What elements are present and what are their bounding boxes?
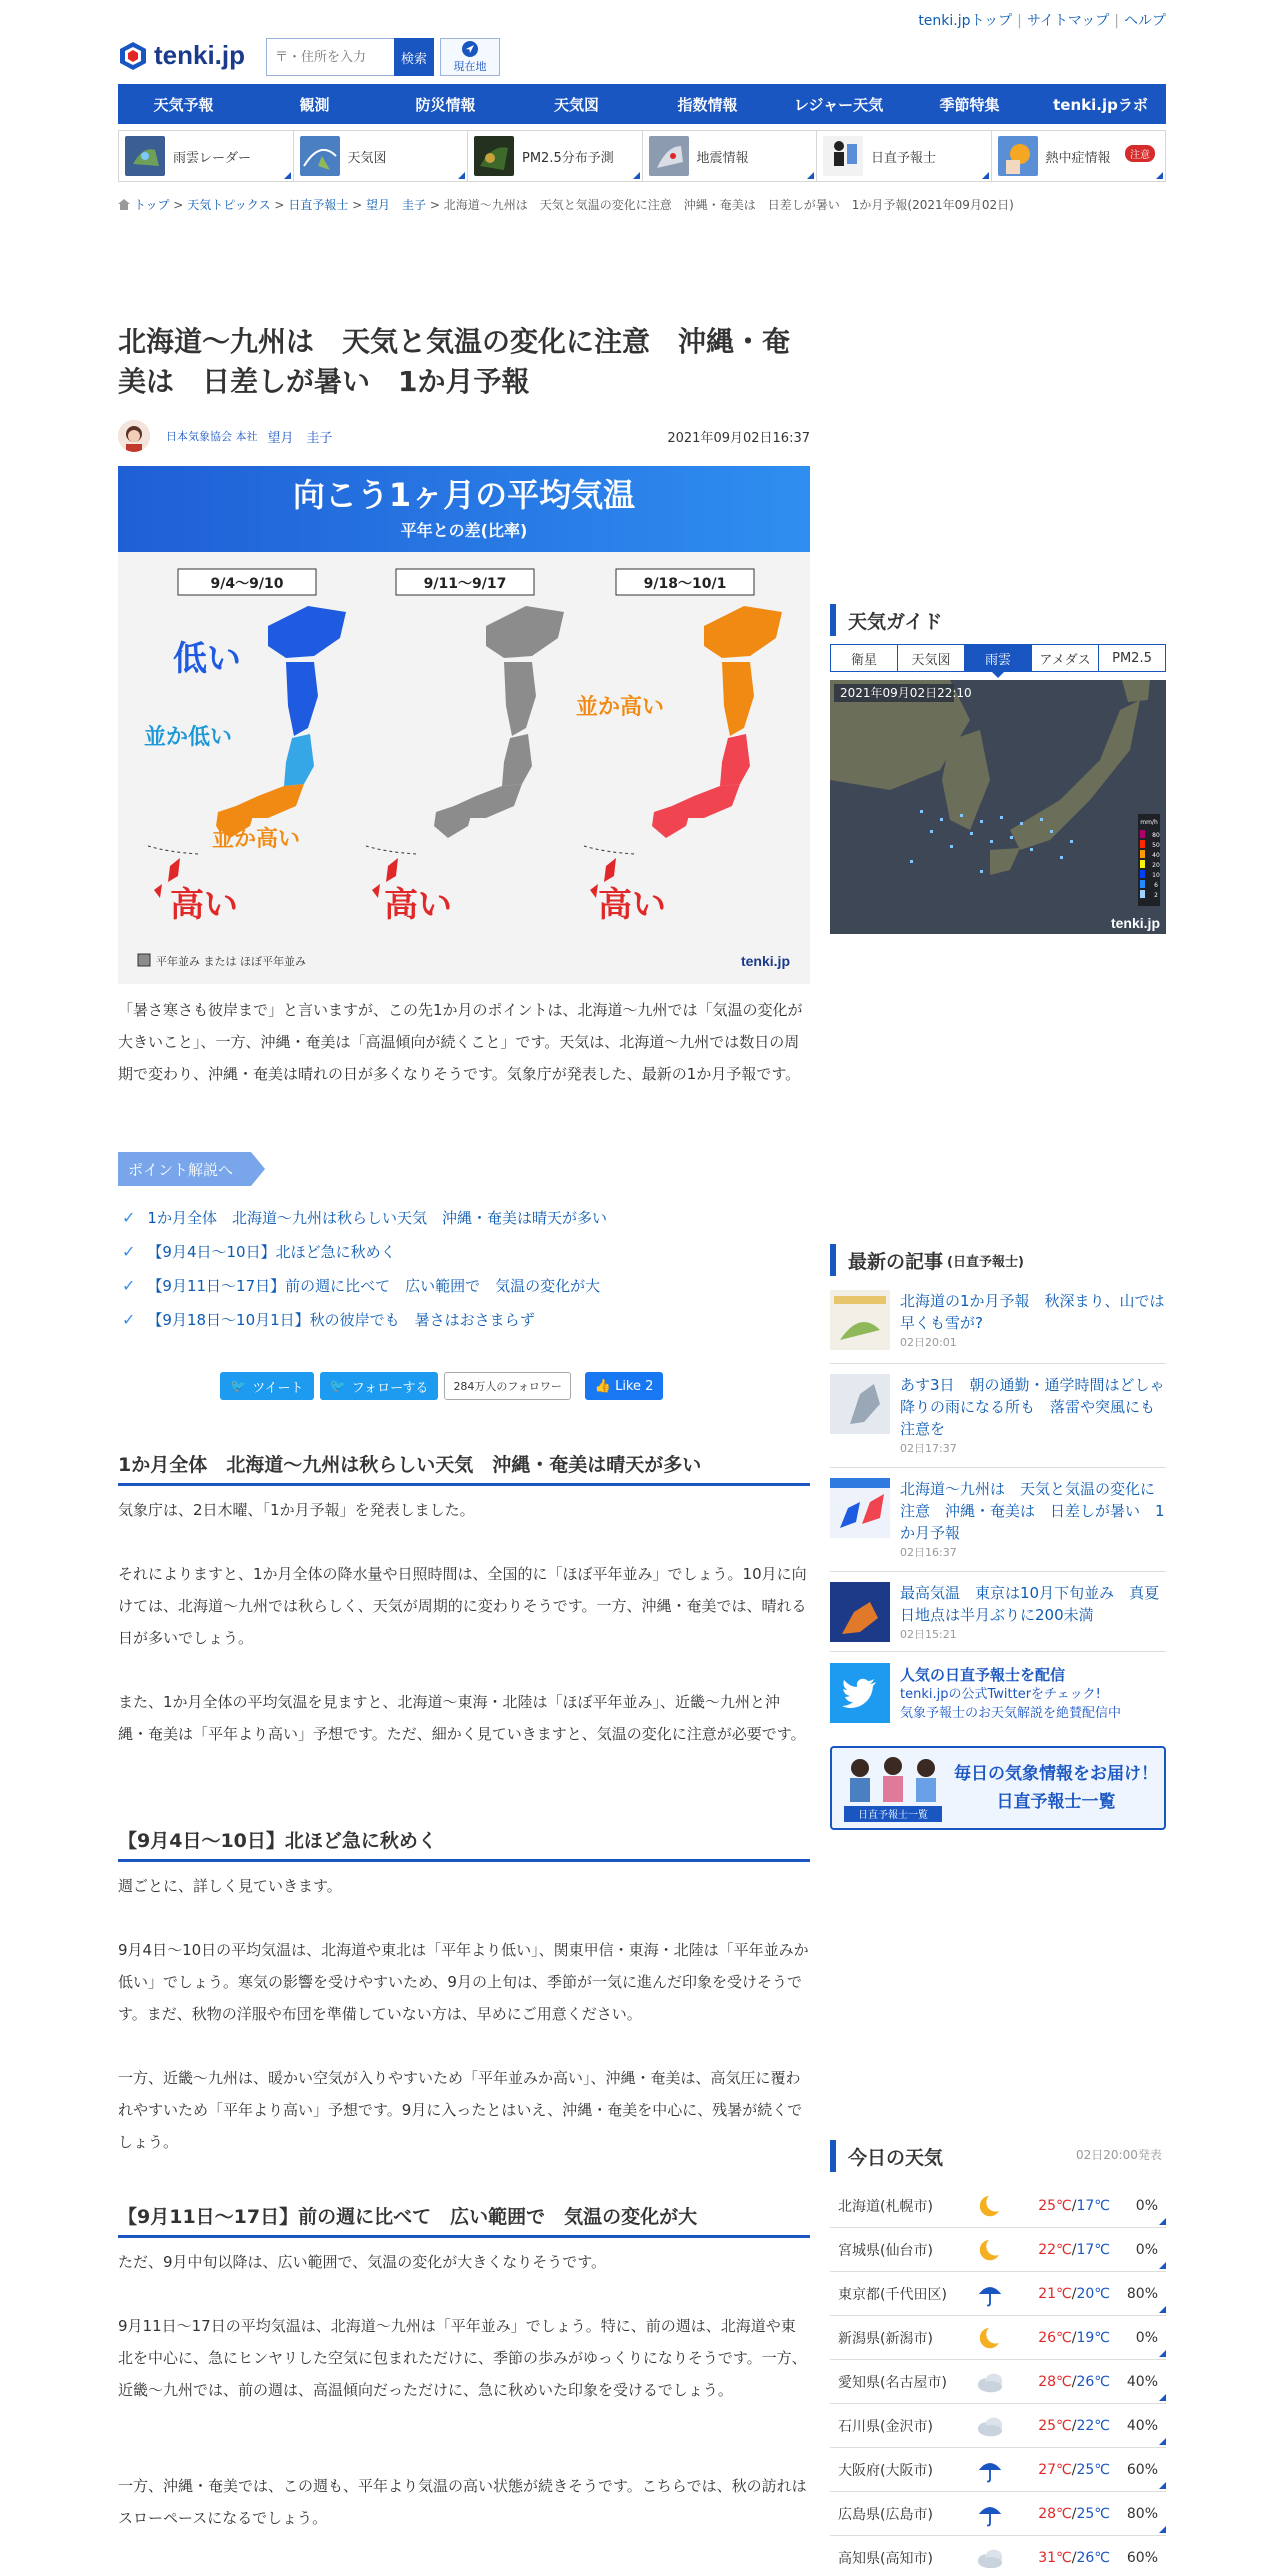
forecasters-illustration bbox=[838, 1750, 948, 1826]
point-item[interactable] bbox=[118, 1302, 810, 1336]
temperature bbox=[1010, 2198, 1110, 2214]
cloud-icon bbox=[970, 2411, 1010, 2441]
precip-probability: 0% bbox=[1135, 2241, 1158, 2258]
today-weather-timestamp: 02日20:00発表 bbox=[1076, 2148, 1162, 2162]
section-heading: 【9月4日～10日】北ほど急に秋めく bbox=[118, 1820, 810, 1862]
prefecture-name: 石川県(金沢市) bbox=[838, 2418, 933, 2435]
breadcrumb-sep: > bbox=[352, 198, 363, 212]
section-paragraph: 週ごとに、詳しく見ていきます。 bbox=[118, 1877, 342, 1895]
article-time: 02日15:21 bbox=[900, 1628, 957, 1641]
low-temp: 26℃ bbox=[1076, 2373, 1110, 2390]
breadcrumb-sep: > bbox=[173, 198, 184, 212]
corner-marker bbox=[1156, 172, 1163, 179]
radar-brand: tenki.jp bbox=[1110, 915, 1160, 931]
corner-marker bbox=[1159, 2526, 1166, 2533]
temperature bbox=[1010, 2550, 1110, 2566]
latest-articles-heading bbox=[830, 1244, 1166, 1276]
corner-marker bbox=[982, 172, 989, 179]
high-temp: 26℃ bbox=[1038, 2329, 1072, 2346]
search-button[interactable]: 検索 bbox=[394, 38, 434, 76]
check-icon: ✓ bbox=[122, 1207, 136, 1227]
low-temp: 17℃ bbox=[1076, 2241, 1110, 2258]
author-name[interactable]: 望月 圭子 bbox=[267, 430, 333, 446]
prefecture-name: 宮城県(仙台市) bbox=[838, 2242, 933, 2259]
section-paragraph: それによりますと、1か月全体の降水量や日照時間は、全国的に「ほぼ平年並み」でしょう。10月に向けては、北海道～九州では秋らしく、天気が周期的に変わりそうです。一方、沖縄・奄美では、晴れる日が多いでしょう。 bbox=[118, 1565, 807, 1647]
umbrella-icon bbox=[970, 2499, 1010, 2529]
nav-leisure[interactable]: レジャー天気 bbox=[793, 95, 884, 114]
quick-pm25[interactable] bbox=[468, 131, 643, 181]
quick-weather-map[interactable] bbox=[294, 131, 469, 181]
check-icon: ✓ bbox=[122, 1241, 136, 1261]
moon-icon bbox=[970, 2191, 1010, 2221]
weather-row[interactable] bbox=[830, 2492, 1166, 2536]
breadcrumb-top[interactable]: トップ bbox=[133, 198, 170, 212]
image-heading: 向こう1ヶ月の平均気温 bbox=[292, 476, 636, 514]
top-links bbox=[918, 10, 1166, 30]
moon-icon bbox=[970, 2323, 1010, 2353]
prefecture-name: 東京都(千代田区) bbox=[838, 2286, 947, 2303]
prefecture-name: 北海道(札幌市) bbox=[838, 2198, 933, 2215]
logo-icon bbox=[118, 41, 148, 71]
nav-forecast[interactable]: 天気予報 bbox=[153, 95, 214, 114]
weather-row[interactable] bbox=[830, 2316, 1166, 2360]
twitter-bird-icon: 🐦 bbox=[329, 1378, 346, 1394]
high-temp: 28℃ bbox=[1038, 2373, 1072, 2390]
tab-satellite[interactable]: 衛星 bbox=[830, 644, 897, 672]
banner-line1: 毎日の気象情報をお届け！ bbox=[954, 1764, 1158, 1784]
logo-text: tenki.jp bbox=[154, 40, 246, 70]
temp-separator: / bbox=[1071, 2329, 1077, 2346]
corner-marker bbox=[633, 172, 640, 179]
article-thumbnail bbox=[830, 1582, 890, 1642]
cloud-icon bbox=[970, 2367, 1010, 2397]
thumbs-up-icon: 👍 bbox=[594, 1378, 612, 1394]
prefecture-name: 大阪府(大阪市) bbox=[838, 2462, 933, 2479]
caution-badge: 注意 bbox=[1125, 145, 1155, 162]
quick-earthquake[interactable] bbox=[643, 131, 818, 181]
article-time: 02日17:37 bbox=[900, 1442, 957, 1455]
search-input[interactable] bbox=[266, 38, 394, 76]
legend-text: 平年並み または ほぼ平年並み bbox=[156, 955, 306, 968]
point-guide-label: ポイント解説へ bbox=[118, 1152, 251, 1186]
weather-row[interactable] bbox=[830, 2360, 1166, 2404]
article-thumbnail bbox=[830, 1478, 890, 1538]
quick-heatstroke[interactable] bbox=[992, 131, 1166, 181]
point-text: 1か月全体 北海道～九州は秋らしい天気 沖縄・奄美は晴天が多い bbox=[147, 1208, 607, 1227]
temp-separator: / bbox=[1071, 2241, 1077, 2258]
latest-title: 最新の記事 bbox=[848, 1250, 944, 1273]
precip-probability: 60% bbox=[1126, 2461, 1158, 2478]
weather-row[interactable] bbox=[830, 2272, 1166, 2316]
radar-timestamp: 2021年09月02日22:10 bbox=[840, 686, 972, 700]
latest-article-item[interactable] bbox=[830, 1374, 1166, 1468]
nav-index[interactable]: 指数情報 bbox=[677, 95, 738, 114]
image-subheading: 平年との差(比率) bbox=[400, 521, 528, 540]
pm25-thumb-icon bbox=[474, 136, 514, 176]
precip-probability: 40% bbox=[1126, 2373, 1158, 2390]
section-heading: 【9月11日～17日】前の週に比べて 広い範囲で 気温の変化が大 bbox=[118, 2196, 810, 2238]
corner-marker bbox=[1159, 2262, 1166, 2269]
nav-labo[interactable]: tenki.jpラボ bbox=[1053, 95, 1148, 114]
search-bar bbox=[266, 38, 500, 76]
radar-legend-unit: mm/h bbox=[1140, 819, 1158, 826]
location-arrow-icon bbox=[461, 40, 479, 58]
today-weather-table bbox=[830, 2184, 1166, 2568]
legend-swatch bbox=[138, 954, 150, 966]
section-paragraph: 一方、沖縄・奄美では、この週も、平年より気温の高い状態が続きそうです。こちらでは、秋の訪れはスローペースになるでしょう。 bbox=[118, 2477, 807, 2527]
temperature bbox=[1010, 2374, 1110, 2390]
article-thumbnail bbox=[830, 1374, 890, 1434]
radar-legend-value: 80 bbox=[1152, 832, 1160, 839]
low-temp: 19℃ bbox=[1076, 2329, 1110, 2346]
temp-separator: / bbox=[1071, 2505, 1077, 2522]
follower-count: 284万人のフォロワー bbox=[444, 1372, 570, 1400]
precip-probability: 0% bbox=[1135, 2197, 1158, 2214]
temp-separator: / bbox=[1071, 2461, 1077, 2478]
umbrella-icon bbox=[970, 2279, 1010, 2309]
quick-label: PM2.5分布予測 bbox=[522, 150, 614, 166]
temp-separator: / bbox=[1071, 2417, 1077, 2434]
quick-links bbox=[118, 130, 1166, 182]
point-item[interactable] bbox=[118, 1200, 810, 1234]
umbrella-icon bbox=[970, 2455, 1010, 2485]
quick-label: 日直予報士 bbox=[871, 150, 937, 166]
prefecture-name: 新潟県(新潟市) bbox=[838, 2330, 933, 2347]
high-temp: 25℃ bbox=[1038, 2417, 1072, 2434]
latest-article-item[interactable] bbox=[830, 1478, 1166, 1572]
temp-separator: / bbox=[1071, 2285, 1077, 2302]
article-title: 北海道～九州は 天気と気温の変化に注意 沖縄・奄美は 日差しが暑い 1か月予報 bbox=[118, 325, 791, 398]
point-text: 【9月18日～10月1日】秋の彼岸でも 暑さはおさまらず bbox=[147, 1310, 535, 1329]
nav-weather-map[interactable]: 天気図 bbox=[553, 95, 599, 114]
breadcrumb bbox=[118, 196, 1014, 213]
today-weather-heading: 今日の天気 bbox=[830, 2140, 1166, 2172]
tweet-button[interactable] bbox=[220, 1372, 314, 1400]
follow-button[interactable] bbox=[320, 1372, 439, 1400]
banner-people-label: 日直予報士一覧 bbox=[858, 1810, 928, 1821]
radar-legend-value: 40 bbox=[1152, 852, 1160, 859]
weather-row[interactable] bbox=[830, 2448, 1166, 2492]
period-label: 9/11～9/17 bbox=[423, 576, 507, 592]
current-location-button[interactable] bbox=[440, 38, 500, 76]
prefecture-name: 愛知県(名古屋市) bbox=[838, 2374, 947, 2391]
label-high: 高い bbox=[384, 885, 452, 925]
quick-forecaster[interactable] bbox=[817, 131, 992, 181]
quick-label: 天気図 bbox=[347, 150, 387, 166]
site-logo[interactable] bbox=[118, 40, 245, 71]
prefecture-name: 広島県(広島市) bbox=[838, 2506, 933, 2523]
weather-row[interactable] bbox=[830, 2184, 1166, 2228]
label-normal-or-low: 並か低い bbox=[144, 725, 233, 750]
high-temp: 28℃ bbox=[1038, 2505, 1072, 2522]
check-icon: ✓ bbox=[122, 1275, 136, 1295]
author-organization: 日本気象協会 本社 bbox=[166, 430, 258, 443]
article-time: 02日20:01 bbox=[900, 1336, 957, 1349]
forecaster-list-banner[interactable] bbox=[830, 1746, 1166, 1830]
label-high: 高い bbox=[598, 885, 666, 925]
tab-pm25[interactable]: PM2.5 bbox=[1098, 644, 1166, 672]
section-paragraph: 気象庁は、2日木曜、「1か月予報」を発表しました。 bbox=[118, 1501, 475, 1519]
label-normal-or-high: 並か高い bbox=[212, 827, 301, 852]
radar-legend-value: 20 bbox=[1152, 862, 1160, 869]
point-item[interactable] bbox=[118, 1234, 810, 1268]
section-paragraph: 9月11日～17日の平均気温は、北海道～九州は「平年並み」でしょう。特に、前の週は、北海道や東北を中心に、急にヒンヤリした空気に包まれただけに、季節の歩みがゆっくりになりそうです。一方、近畿～九州では、前の週は、高温傾向だっただけに、急に秋めいた印象を受けるでしょう。 bbox=[118, 2317, 807, 2399]
home-icon bbox=[118, 199, 130, 210]
twitter-promo-line2: 気象予報士のお天気解説を絶賛配信中 bbox=[900, 1705, 1122, 1721]
quick-label: 雨雲レーダー bbox=[173, 150, 252, 166]
article-time: 02日16:37 bbox=[900, 1546, 957, 1559]
temperature bbox=[1010, 2330, 1110, 2346]
breadcrumb-topics[interactable]: 天気トピックス bbox=[187, 198, 271, 212]
point-item[interactable] bbox=[118, 1268, 810, 1302]
precip-probability: 60% bbox=[1126, 2549, 1158, 2566]
breadcrumb-current: 北海道～九州は 天気と気温の変化に注意 沖縄・奄美は 日差しが暑い 1か月予報(2021年09月02日) bbox=[443, 198, 1014, 212]
radar-legend-value: 2 bbox=[1154, 892, 1158, 899]
weather-row[interactable] bbox=[830, 2404, 1166, 2448]
author-avatar-icon bbox=[118, 420, 150, 452]
heatstroke-thumb-icon bbox=[998, 136, 1038, 176]
link-sitemap[interactable]: サイトマップ bbox=[1026, 13, 1110, 29]
cloud-icon bbox=[970, 2543, 1010, 2568]
corner-marker bbox=[458, 172, 465, 179]
twitter-promo-title: 人気の日直予報士を配信 bbox=[900, 1665, 1066, 1684]
separator: | bbox=[1114, 13, 1119, 29]
corner-marker bbox=[1159, 2394, 1166, 2401]
latest-article-item[interactable] bbox=[830, 1290, 1166, 1364]
nav-disaster[interactable]: 防災情報 bbox=[415, 95, 476, 114]
corner-marker bbox=[1159, 2350, 1166, 2357]
high-temp: 27℃ bbox=[1038, 2461, 1072, 2478]
section-paragraph: 9月4日～10日の平均気温は、北海道や東北は「平年より低い」、関東甲信・東海・北陸は「平年並みか低い」でしょう。寒気の影響を受けやすいため、9月の上旬は、季節が一気に進んだ印象を受けそうです。まだ、秋物の洋服や布団を準備していない方は、早めにご用意ください。 bbox=[118, 1941, 809, 2023]
article-thumbnail bbox=[830, 1290, 890, 1350]
twitter-promo-line1: tenki.jpの公式Twitterをチェック! bbox=[900, 1686, 1101, 1702]
section-paragraph: 一方、近畿～九州は、暖かい空気が入りやすいため「平年並みか高い」、沖縄・奄美は、高気圧に覆われやすいため「平年より高い」予想です。9月に入ったとはいえ、沖縄・奄美を中心に、残暑が続くでしょう。 bbox=[118, 2069, 803, 2151]
forecaster-thumb-icon bbox=[823, 136, 863, 176]
moon-icon bbox=[970, 2235, 1010, 2265]
precip-probability: 40% bbox=[1126, 2417, 1158, 2434]
label-normal-or-high: 並か高い bbox=[576, 695, 665, 720]
temp-separator: / bbox=[1071, 2549, 1077, 2566]
point-text: 【9月11日～17日】前の週に比べて 広い範囲で 気温の変化が大 bbox=[147, 1276, 601, 1295]
point-list bbox=[118, 1200, 810, 1336]
quick-label: 熱中症情報 bbox=[1045, 150, 1111, 166]
forecast-map-image bbox=[118, 466, 810, 984]
article-title: 北海道～九州は 天気と気温の変化に注意 沖縄・奄美は 日差しが暑い 1か月予報 bbox=[900, 1480, 1165, 1542]
period-label: 9/18～10/1 bbox=[643, 576, 727, 592]
current-location-label: 現在地 bbox=[453, 60, 487, 73]
low-temp: 20℃ bbox=[1076, 2285, 1110, 2302]
radar-legend-value: 50 bbox=[1152, 842, 1160, 849]
radar-legend-value: 10 bbox=[1152, 872, 1160, 879]
section-paragraph: また、1か月全体の平均気温を見ますと、北海道～東海・北陸は「ほぼ平年並み」、近畿～九州と沖縄・奄美は「平年より高い」予想です。ただ、細かく見ていきますと、気温の変化に注意が必要です。 bbox=[118, 1693, 806, 1743]
nav-seasonal[interactable]: 季節特集 bbox=[939, 95, 1000, 114]
breadcrumb-forecaster[interactable]: 日直予報士 bbox=[288, 198, 349, 212]
corner-marker bbox=[1159, 2438, 1166, 2445]
section-paragraph: ただ、9月中旬以降は、広い範囲で、気温の変化が大きくなりそうです。 bbox=[118, 2253, 607, 2271]
label-high: 高い bbox=[170, 885, 238, 925]
corner-marker bbox=[284, 172, 291, 179]
earthquake-thumb-icon bbox=[649, 136, 689, 176]
quick-label: 地震情報 bbox=[696, 150, 749, 166]
twitter-bird-icon: 🐦 bbox=[230, 1378, 247, 1394]
twitter-promo[interactable] bbox=[830, 1658, 1166, 1728]
high-temp: 21℃ bbox=[1038, 2285, 1072, 2302]
precip-probability: 0% bbox=[1135, 2329, 1158, 2346]
corner-marker bbox=[1159, 2218, 1166, 2225]
article-date: 2021年09月02日16:37 bbox=[667, 430, 810, 446]
tweet-label: ツイート bbox=[252, 1380, 304, 1396]
temperature bbox=[1010, 2242, 1110, 2258]
article-title: 最高気温 東京は10月下旬並み 真夏日地点は半月ぶりに200未満 bbox=[900, 1584, 1160, 1624]
nav-observation[interactable]: 観測 bbox=[299, 95, 330, 114]
latest-subtitle: (日直予報士) bbox=[947, 1254, 1024, 1270]
avatar[interactable] bbox=[118, 420, 150, 452]
weather-row[interactable] bbox=[830, 2536, 1166, 2568]
temperature bbox=[1010, 2462, 1110, 2478]
quick-rain-radar[interactable] bbox=[119, 131, 294, 181]
rain-radar-map[interactable] bbox=[830, 680, 1166, 934]
breadcrumb-sep: > bbox=[274, 198, 285, 212]
breadcrumb-author[interactable]: 望月 圭子 bbox=[366, 198, 427, 212]
low-temp: 26℃ bbox=[1076, 2549, 1110, 2566]
low-temp: 25℃ bbox=[1076, 2461, 1110, 2478]
temp-separator: / bbox=[1071, 2373, 1077, 2390]
temperature bbox=[1010, 2286, 1110, 2302]
tab-rain-cloud[interactable]: 雨雲 bbox=[964, 644, 1031, 672]
point-text: 【9月4日～10日】北ほど急に秋めく bbox=[147, 1242, 396, 1261]
corner-marker bbox=[1159, 2306, 1166, 2313]
author-row bbox=[118, 418, 810, 454]
weather-map-thumb-icon bbox=[300, 136, 340, 176]
precip-probability: 80% bbox=[1126, 2505, 1158, 2522]
like-label: Like 2 bbox=[615, 1378, 654, 1394]
label-low: 低い bbox=[173, 639, 241, 679]
rain-radar-thumb-icon bbox=[125, 136, 165, 176]
high-temp: 31℃ bbox=[1038, 2549, 1072, 2566]
prefecture-name: 高知県(高知市) bbox=[838, 2550, 933, 2567]
weather-guide-heading: 天気ガイド bbox=[830, 604, 1166, 636]
latest-article-item[interactable] bbox=[830, 1582, 1166, 1652]
banner-line2: 日直予報士一覧 bbox=[996, 1792, 1116, 1812]
temperature bbox=[1010, 2506, 1110, 2522]
tab-amedas[interactable]: アメダス bbox=[1031, 644, 1098, 672]
link-help[interactable]: ヘルプ bbox=[1124, 13, 1166, 29]
main-nav bbox=[118, 84, 1166, 124]
high-temp: 22℃ bbox=[1038, 2241, 1072, 2258]
temp-separator: / bbox=[1071, 2197, 1077, 2214]
weather-guide-tabs bbox=[830, 644, 1166, 672]
link-tenki-top[interactable]: tenki.jpトップ bbox=[918, 13, 1013, 29]
breadcrumb-sep: > bbox=[429, 198, 440, 212]
check-icon: ✓ bbox=[122, 1309, 136, 1329]
section-heading: 1か月全体 北海道～九州は秋らしい天気 沖縄・奄美は晴天が多い bbox=[118, 1444, 810, 1486]
article-title: 北海道の1か月予報 秋深まり、山では早くも雪が? bbox=[900, 1292, 1165, 1332]
high-temp: 25℃ bbox=[1038, 2197, 1072, 2214]
follow-label: フォローする bbox=[351, 1380, 429, 1396]
separator: | bbox=[1017, 13, 1022, 29]
like-button[interactable] bbox=[585, 1372, 664, 1400]
corner-marker bbox=[807, 172, 814, 179]
twitter-bird-icon bbox=[830, 1663, 890, 1723]
corner-marker bbox=[1159, 2482, 1166, 2489]
share-buttons bbox=[220, 1372, 663, 1400]
low-temp: 17℃ bbox=[1076, 2197, 1110, 2214]
article-intro: 「暑さ寒さも彼岸まで」と言いますが、この先1か月のポイントは、北海道～九州では「気温の変化が大きいこと」、一方、沖縄・奄美は「高温傾向が続くこと」です。天気は、北海道～九州では数日の周期で変わり、沖縄・奄美は晴れの日が多くなりそうです。気象庁が発表した、最新の1か月予報です。 bbox=[118, 1001, 803, 1083]
low-temp: 22℃ bbox=[1076, 2417, 1110, 2434]
period-label: 9/4～9/10 bbox=[210, 576, 284, 592]
tab-weather-map[interactable]: 天気図 bbox=[897, 644, 964, 672]
article-title: あす3日 朝の通勤・通学時間はどしゃ降りの雨になる所も 落雷や突風にも注意を bbox=[900, 1376, 1165, 1438]
precip-probability: 80% bbox=[1126, 2285, 1158, 2302]
low-temp: 25℃ bbox=[1076, 2505, 1110, 2522]
radar-legend-value: 6 bbox=[1154, 882, 1158, 889]
weather-row[interactable] bbox=[830, 2228, 1166, 2272]
temperature bbox=[1010, 2418, 1110, 2434]
image-brand: tenki.jp bbox=[740, 953, 790, 969]
